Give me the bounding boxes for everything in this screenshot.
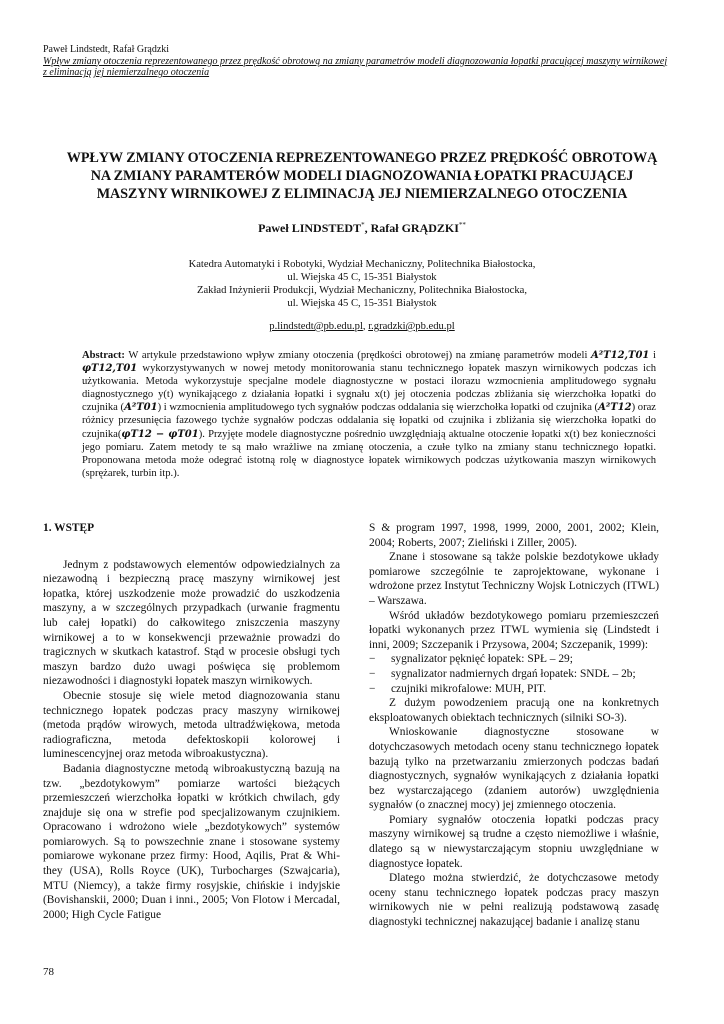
header-reference-line-1: Wpływ zmiany otoczenia reprezentowanego przez prędkość obrotową na zmiany parametrów modeli diagnozowania łopatki pracującej maszyny wirnikowej [43,55,668,67]
paragraph: Wnioskowanie diagnostyczne stosowane w dotychczasowych metodach oceny stanu technicznego łopatek bazują tylko na przetwarzaniu zmierzonych podczas badań diagnostycznych, sygnałów wynikających z działania łopatki bez wystarczającego (zdaniem autorów) uwzględnienia sygnałów (o znacznej mocy) jej zmiennego otoczenia. [369,726,659,812]
affiliation-line: ul. Wiejska 45 C, 15-351 Białystok [287,298,437,309]
abstract [82,349,656,480]
affiliations [40,258,684,310]
list-item: − sygnalizator nadmiernych drgań łopatek: SNDŁ – 2b; [369,667,659,682]
paragraph: Wśród układów bezdotykowego pomiaru przemieszczeń łopatki wykonanych przez ITWL wymienia się (Lindstedt i inni, 2009; Szczepanik i Przysowa, 2004; Szczepanik, 1999): [369,609,659,651]
paragraph: Z dużym powodzeniem pracują one na konkretnych eksploatowanych obiektach technicznych (silniki SO-3). [369,697,659,724]
abstract-label: Abstract: [82,350,125,361]
author-2-marker: ** [458,221,466,229]
paragraph: Obecnie stosuje się wiele metod diagnozowania stanu technicznego łopatek podczas pracy maszyny wirnikowej (metoda prądów wirowych, metoda ultradźwiękowa, metoda radiograficzna, metoda defektoskopii kolorowej i luminescencyjnej oraz metoda wibroakustyczna). [43,689,340,761]
paragraph: Badania diagnostyczne metodą wibroakustyczną bazują na tzw. „bezdotykowym” pomiarze wartości bieżących przemieszczeń wierzchołka łopatki w krótkich chwilach, gdy znajduje się ona w strefie pod specjalizowanym czujnikiem. Opracowano i wdrożono wiele „bezdotykowych” systemów pomiarowych. Są to powszechnie znane i stosowane systemy pomiarowe wykonane przez firmy: Hood, Aqilis, Prat & Whi-they (USA), Rolls Royce (UK), Turbocharges (Szwajcaria), MTU (Niemcy), a także firmy rosyjskie, chińskie i indyjskie (Bovishanskii, 2000; Duan i inni., 2005; Von Flotow i Mercadal, 2000; High Cycle Fatigue [43,762,340,921]
abstract-text: ) oraz różnicy przesunięcia fazowego tychże sygnałów podczas oddalania się łopatki od czujnika i zbliżania się wierzchołka łopatki do czujnika( [82,402,657,440]
affiliation-line: Zakład Inżynierii Produkcji, Wydział Mechaniczny, Politechnika Białostocka, [196,285,528,296]
author-list [40,221,684,236]
contact-emails [40,321,684,332]
left-column [43,521,340,922]
title-line-2: NA ZMIANY PARAMTERÓW MODELI DIAGNOZOWANIA ŁOPATKI PRACUJĄCEJ [90,168,634,184]
author-1: Paweł LINDSTEDT [258,221,362,235]
author-1-marker: * [361,221,365,229]
paragraph: Pomiary sygnałów otoczenia łopatki podczas pracy maszyny wirnikowej są trudne a często niemożliwe i właśnie, dlatego są w niewystarczającym stopniu uwzględniane w diagnostyce łopatek. [369,813,659,870]
abstract-text: ). Przyjęte modele diagnostyczne pośrednio uwzględniają aktualne otoczenie łopatki x(t) bez konieczności jego pomiaru. Zatem metody te są mało wrażliwe na zmianę otoczenia, a czułe tylko na zmiany stanu technicznego łopatki. Proponowana metoda może odegrać istotną rolę w diagnostyce łopatek wirnikowych podczas użytkowania maszyn wirnikowych (sprężarek, turbin itp.). [82,428,656,479]
list-item: − sygnalizator pęknięć łopatek: SPŁ – 29; [369,652,659,667]
paragraph: Dlatego można stwierdzić, że dotychczasowe metody oceny stanu technicznego łopatek podczas pracy maszyn wirnikowych nie w pełni realizują podstawową zasadę diagnostyki technicznej nakazującej badanie i analizę stanu [369,872,659,929]
header-reference-line-2: z eliminacją jej niemierzalnego otoczenia [43,67,210,78]
list-item: − czujniki mikrofalowe: MUH, PIT. [369,682,659,697]
running-header [43,44,683,79]
section-heading: 1. WSTĘP [43,522,95,534]
abstract-text: wykorzystywanych w nowej metody monitorowania stanu technicznego łopatek maszyn wirnikowych podczas ich użytkowania. Metoda wykorzystuje specjalne modele diagnostyczne w postaci ilorazu wzmocnienia amplitudowego sygnału diagnostycznego y(t) wynikającego z działania łopatki i sygnału x(t) jej otoczenia podczas zbliżania się wierzchołka łopatki do czujnika ( [82,363,656,414]
paragraph: Jednym z podstawowych elementów odpowiedzialnych za niezawodną i bezpieczną pracę maszyny wirnikowej jest łopatka, której uszkodzenie może prowadzić do uszkodzenia maszyny, a w szczególnych przypadkach (urwanie fragmentu lub całej łopatki) do całkowitego zniszczenia maszyny wirnikowej a to w konsekwencji przeważnie prowadzi do tragicznych w skutkach katastrof. Stąd w procesie obsługi tych maszyn bardzo dużo uwagi poświęca się problemom niezawodności i diagnostyki łopatek maszyn wirnikowych. [43,558,340,688]
paragraph: Znane i stosowane są także polskie bezdotykowe układy pomiarowe szczególnie te zaprojektowane, wykonane i wdrożone przez Instytut Techniczny Wojsk Lotniczych (ITWL) – Warszawa. [369,551,659,607]
email-separator: , [362,321,369,332]
abstract-text: W artykule przedstawiono wpływ zmiany otoczenia (prędkości obrotowej) na zmianę parametrów modeli [124,350,592,361]
affiliation-line: ul. Wiejska 45 C, 15-351 Białystok [287,272,437,283]
math-formula: A²T12 [598,402,632,414]
math-formula: A²T01 [124,402,158,414]
author-2: Rafał GRĄDZKI [370,221,459,235]
title-line-1: WPŁYW ZMIANY OTOCZENIA REPREZENTOWANEGO PRZEZ PRĘDKOŚĆ OBROTOWĄ [66,150,658,166]
email-link-1[interactable]: p.lindstedt@pb.edu.pl [269,321,363,332]
bullet-list [369,652,659,696]
abstract-text: ) i wzmocnienia amplitudowego tych sygnałów podczas oddalania się wierzchołka łopatki od czujnika ( [157,402,599,414]
affiliation-line: Katedra Automatyki i Robotyki, Wydział Mechaniczny, Politechnika Białostocka, [188,259,536,270]
author-separator: , [364,221,371,235]
paper-title [40,149,684,203]
math-formula: φT12 − φT01 [121,428,199,440]
email-link-2[interactable]: r.gradzki@pb.edu.pl [368,321,455,332]
right-column [369,521,659,930]
math-formula: φT12,T01 [82,363,138,375]
math-formula: A²T12,T01 [591,350,650,361]
paragraph: S & program 1997, 1998, 1999, 2000, 2001, 2002; Klein, 2004; Roberts, 2007; Zieliński i Ziller, 2005). [369,522,659,549]
header-authors: Paweł Lindstedt, Rafał Grądzki [43,44,170,55]
title-line-3: MASZYNY WIRNIKOWEJ Z ELIMINACJĄ JEJ NIEMIERZALNEGO OTOCZENIA [96,186,628,202]
abstract-text: i [649,350,656,361]
page-number: 78 [43,966,54,978]
